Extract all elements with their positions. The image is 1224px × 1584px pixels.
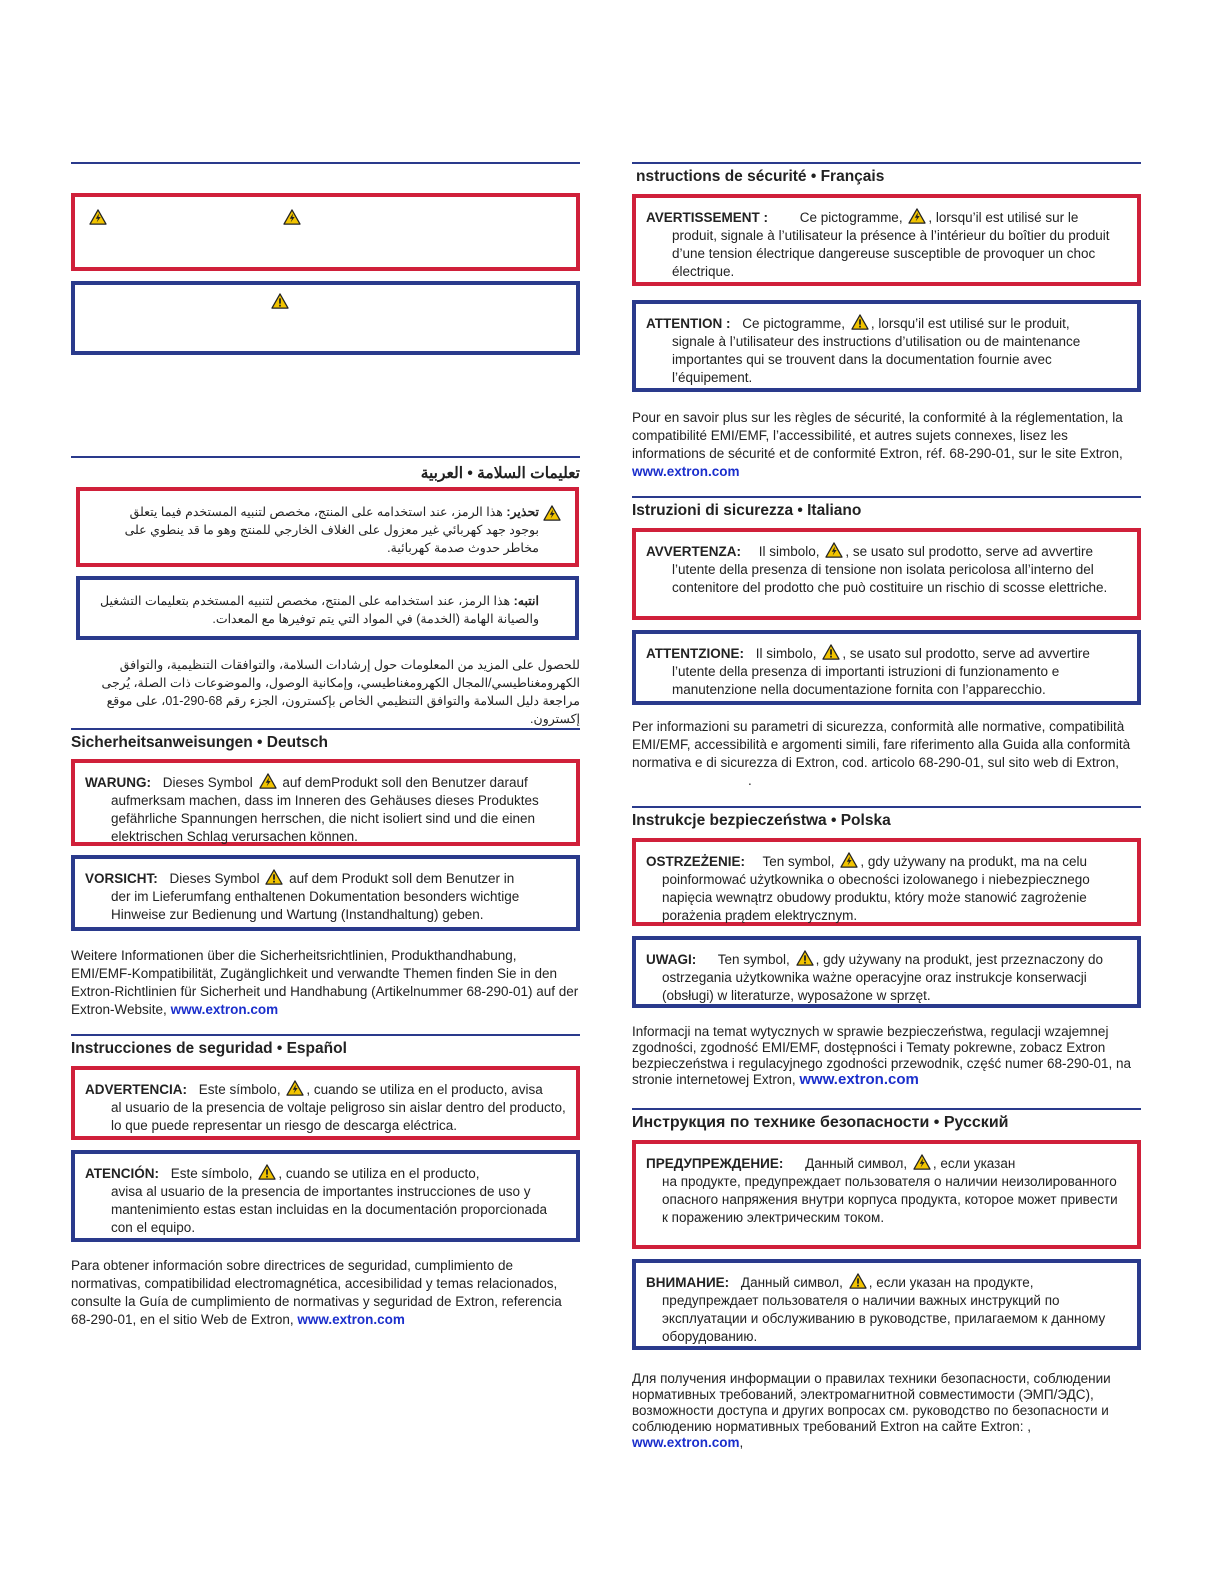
section-rule — [632, 496, 1141, 498]
espanol-caution-rest: avisa al usuario de la presencia de importantes instrucciones de uso y mantenimiento estas estan incluidas en la documentación proporcionada con el equipo. — [111, 1184, 548, 1235]
extron-link[interactable]: www.extron.com — [799, 1071, 919, 1088]
polska-warning-post: , gdy używany na produkt, ma na celu — [860, 854, 1087, 869]
caution-icon — [265, 869, 283, 885]
francais-caution-post: , lorsqu’il est utilisé sur le produit, — [870, 316, 1070, 331]
arabic-paragraph — [71, 656, 580, 728]
deutsch-caution-box — [71, 855, 580, 931]
arabic-caution-box — [76, 576, 579, 640]
francais-caution-rest: signale à l’utilisateur des instructions d’utilisation ou de maintenance importantes qui se trouvent dans la documentation fournie avec l’équipement. — [672, 334, 1081, 385]
russian-warning-pre: Данный символ, — [805, 1156, 908, 1171]
italiano-warning-post: , se usato sul prodotto, serve ad avvertire — [845, 544, 1093, 559]
russian-warning-rest: на продукте, предупреждает пользователя о наличии неизолированного опасного напряжения внутри корпуса продукта, которое может привести к поражению электрическим током. — [662, 1174, 1118, 1225]
section-rule — [632, 162, 1141, 164]
deutsch-paragraph — [71, 947, 580, 1019]
section-rule — [71, 728, 580, 730]
arabic-section — [71, 456, 580, 483]
polska-caution-label: UWAGI: — [646, 952, 697, 967]
bolt-warning-icon — [908, 208, 926, 224]
polska-caution-post: , gdy używany na produkt, jest przeznaczony do — [815, 952, 1103, 967]
polska-warning-label: OSTRZEŻENIE: — [646, 854, 746, 869]
extron-link[interactable]: www.extron.com — [170, 1002, 279, 1017]
section-rule — [632, 1108, 1141, 1110]
russian-caution-label: ВНИМАНИЕ: — [646, 1275, 730, 1290]
deutsch-warning-rest: aufmerksam machen, dass im Inneren des Gehäuses dieses Produktes gefährliche Spannungen herrschen, die nicht isoliert sind und die einen elektrischen Schlag verursachen können. — [111, 793, 539, 844]
italiano-warning-pre: Il simbolo, — [758, 544, 820, 559]
caution-icon — [851, 314, 869, 330]
francais-warning-rest: produit, signale à l’utilisateur la présence à l’intérieur du boîtier du produit d’une tension électrique dangereuse susceptible de provoquer un choc électrique. — [672, 228, 1110, 279]
section-rule — [632, 806, 1141, 808]
espanol-caution-post: , cuando se utiliza en el producto, — [278, 1166, 480, 1181]
english-caution-box — [71, 281, 580, 355]
deutsch-caution-rest: der im Lieferumfang enthaltenen Dokumentation besonders wichtige Hinweise zur Bedienung und Wartung (Instandhaltung) geben. — [111, 889, 520, 922]
deutsch-paragraph-text: Weitere Informationen über die Sicherheitsrichtlinien, Produkthandhabung, EMI/EMF-Kompatibilität, Zugänglichkeit und verwandte Themen finden Sie in den Extron-Richtlinien für Sicherheit und Handhabung (Artikelnummer 68-290-01) auf der Extron-Website, — [71, 948, 579, 1017]
francais-warning-pre: Ce pictogramme, — [799, 210, 903, 225]
espanol-warning-pre: Este símbolo, — [198, 1082, 281, 1097]
russian-warning-post: , если указан — [932, 1156, 1016, 1171]
bolt-warning-icon — [543, 505, 561, 521]
section-rule — [71, 162, 580, 164]
bolt-warning-icon — [283, 209, 301, 225]
arabic-paragraph-text: للحصول على المزيد من المعلومات حول إرشادات السلامة، والتوافقات التنظيمية، والتوافق الكهرومغناطيسي/المجال الكهرومغناطيسي، وإمكانية الوصول، والموضوعات ذات الصلة، يُرجى مراجعة دليل السلامة والتوافق التنظيمي الخاص بإكسترون، الجزء رقم 68-290-01، على موقع إكسترون — [101, 658, 580, 726]
francais-caution-pre: Ce pictogramme, — [742, 316, 846, 331]
polska-paragraph — [632, 1024, 1141, 1088]
extron-link[interactable]: www.extron.com — [297, 1312, 405, 1327]
russian-warning-label: ПРЕДУПРЕЖДЕНИЕ: — [646, 1156, 784, 1171]
deutsch-section — [71, 728, 580, 752]
bolt-warning-icon — [825, 542, 843, 558]
espanol-caution-pre: Este símbolo, — [170, 1166, 253, 1181]
polska-warning-box — [632, 838, 1141, 926]
italiano-caution-label: ATTENTZIONE: — [646, 646, 744, 661]
francais-warning-post: , lorsqu’il est utilisé sur le — [928, 210, 1079, 225]
polska-warning-pre: Ten symbol, — [762, 854, 835, 869]
italiano-caution-rest: l’utente della presenza di importanti istruzioni di funzionamento e manutenzione nella documentazione fornita con l’apparecchio. — [672, 664, 1060, 697]
bolt-warning-icon — [89, 209, 107, 225]
francais-caution-box — [632, 300, 1141, 392]
deutsch-warning-post: auf demProdukt soll den Benutzer darauf — [282, 775, 528, 790]
russian-caution-pre: Данный символ, — [740, 1275, 843, 1290]
deutsch-caution-label: VORSICHT: — [85, 871, 158, 886]
extron-link[interactable]: www.extron.com — [632, 1435, 740, 1450]
francais-paragraph — [632, 409, 1141, 481]
italiano-paragraph — [632, 718, 1141, 790]
polska-section — [632, 806, 1141, 830]
italiano-warning-label: AVVERTENZA: — [646, 544, 742, 559]
deutsch-warning-label: WARUNG: — [85, 775, 151, 790]
polska-caution-box — [632, 936, 1141, 1008]
italiano-caution-pre: Il simbolo, — [755, 646, 817, 661]
arabic-caution-label: انتبه: — [513, 594, 539, 608]
espanol-paragraph-text: Para obtener información sobre directrices de seguridad, cumplimiento de normativas, compatibilidad electromagnética, accesibilidad y temas relacionados, consulte la Guía de cumplimiento de normativas y seguridad de Extron, referencia 68-290-01, en el sitio Web de Extron, — [71, 1258, 562, 1327]
polska-section-title: Instrukcje bezpieczeństwa • Polska — [632, 812, 891, 829]
caution-icon — [271, 293, 289, 309]
italiano-caution-box — [632, 630, 1141, 705]
caution-icon — [849, 1273, 867, 1289]
francais-section-title: nstructions de sécurité • Français — [636, 168, 885, 185]
bolt-warning-icon — [259, 773, 277, 789]
russian-warning-box — [632, 1140, 1141, 1249]
italiano-paragraph-text: Per informazioni su parametri di sicurezza, conformità alle normative, compatibilità EMI/EMF, accessibilità e argomenti simili, fare riferimento alla Guida alla conformità normativa e di sicurezza di Extron, cod. articolo 68-290-01, sul sito web di Extron, — [632, 719, 1131, 770]
espanol-section — [71, 1034, 580, 1058]
russian-caution-post: , если указан на продукте, — [868, 1275, 1034, 1290]
deutsch-warning-box — [71, 759, 580, 846]
francais-caution-label: ATTENTION : — [646, 316, 731, 331]
arabic-warning-text: هذا الرمز، عند استخدامه على المنتج، مخصص لتنبيه المستخدم فيما يتعلق بوجود جهد كهربائي غير معزول على الغلاف الخارجي للمنتج وهو ما قد ينطوي على مخاطر حدوث صدمة كهربائية. — [124, 505, 539, 555]
polska-caution-rest: ostrzegania użytkownika ważne operacyjne oraz instrukcje konserwacji (obsługi) w literaturze, wyposażone w sprzęt. — [662, 970, 1087, 1003]
italiano-paragraph-end: . — [748, 773, 752, 788]
russian-caution-box — [632, 1259, 1141, 1350]
bolt-warning-icon — [286, 1080, 304, 1096]
italiano-warning-box — [632, 528, 1141, 620]
espanol-paragraph — [71, 1257, 566, 1329]
deutsch-caution-post: auf dem Produkt soll dem Benutzer in — [289, 871, 515, 886]
francais-warning-box — [632, 194, 1141, 286]
francais-section — [632, 162, 1141, 186]
russian-caution-rest: предупреждает пользователя о наличии важных инструкций по эксплуатации и обслуживанию в руководстве, прилагаемом к данному оборудованию. — [662, 1293, 1106, 1344]
italiano-section — [632, 496, 1141, 520]
arabic-section-title: تعليمات السلامة • العربية — [420, 465, 580, 482]
espanol-section-title: Instrucciones de seguridad • Español — [71, 1040, 347, 1057]
polska-caution-pre: Ten symbol, — [717, 952, 790, 967]
bolt-warning-icon — [913, 1154, 931, 1170]
section-rule — [71, 456, 580, 458]
section-rule — [71, 1034, 580, 1036]
deutsch-section-title: Sicherheitsanweisungen • Deutsch — [71, 734, 328, 751]
espanol-warning-post: , cuando se utiliza en el producto, avisa — [306, 1082, 543, 1097]
espanol-caution-box — [71, 1150, 580, 1242]
polska-paragraph-text: Informacji na temat wytycznych w sprawie bezpieczeństwa, regulacji wzajemnej zgodności, zgodność EMI/EMF, dostępności i Tematy pokrewne, zobacz Extron bezpieczeństwa i regulacyjnego zgodności przewodnik, część numer 68-290-01, na stronie internetowej Extron, — [632, 1024, 1132, 1087]
extron-link[interactable]: www.extron.com — [632, 464, 740, 479]
bolt-warning-icon — [840, 852, 858, 868]
deutsch-caution-pre: Dieses Symbol — [169, 871, 260, 886]
espanol-caution-label: ATENCIÓN: — [85, 1166, 159, 1181]
english-section — [71, 162, 580, 164]
russian-section — [632, 1108, 1141, 1132]
russian-paragraph-text: Для получения информации о правилах техники безопасности, соблюдении нормативных требований, электромагнитной совместимости (ЭМП/ЭДС), возможности доступа и других вопросах см. руководство по безопасности и соблюдению нормативных требований Extron на сайте Extron: , — [632, 1371, 1111, 1434]
italiano-section-title: Istruzioni di sicurezza • Italiano — [632, 502, 862, 519]
arabic-caution-text: هذا الرمز، عند استخدامه على المنتج، مخصص لتنبيه المستخدم بتعليمات التشغيل والصيانة الهامة (الخدمة) في المواد التي يتم توفيرها مع المعدات. — [100, 594, 539, 626]
francais-warning-label: AVERTISSEMENT : — [646, 210, 769, 225]
deutsch-warning-pre: Dieses Symbol — [162, 775, 253, 790]
espanol-warning-label: ADVERTENCIA: — [85, 1082, 188, 1097]
arabic-warning-label: تحذير: — [506, 505, 539, 519]
espanol-warning-rest: al usuario de la presencia de voltaje peligroso sin aislar dentro del producto, lo que puede representar un riesgo de descarga eléctrica. — [111, 1100, 566, 1133]
caution-icon — [796, 950, 814, 966]
russian-section-title: Инструкция по технике безопасности • Русский — [632, 1114, 1009, 1131]
russian-paragraph — [632, 1371, 1141, 1451]
russian-paragraph-end: , — [739, 1435, 744, 1450]
francais-paragraph-text: Pour en savoir plus sur les règles de sécurité, la conformité à la réglementation, la compatibilité EMI/EMF, l’accessibilité, et autres sujets connexes, lisez les informations de sécurité et de conformité Extron, réf. 68-290-01, sur le site Extron, — [632, 410, 1123, 461]
caution-icon — [822, 644, 840, 660]
english-warning-box — [71, 193, 580, 271]
italiano-caution-post: , se usato sul prodotto, serve ad avvertire — [842, 646, 1090, 661]
polska-warning-rest: poinformować użytkownika o obecności izolowanego i niebezpiecznego napięcia wewnątrz obudowy produktu, który może stanowić zagrożenie porażenia prądem elektrycznym. — [662, 872, 1090, 923]
caution-icon — [258, 1164, 276, 1180]
italiano-warning-rest: l’utente della presenza di tensione non isolata pericolosa all’interno del contenitore del prodotto che può costituire un rischio di scosse elettriche. — [672, 562, 1108, 595]
arabic-warning-box — [76, 487, 579, 567]
espanol-warning-box — [71, 1066, 580, 1140]
arabic-paragraph-end: . — [530, 712, 534, 726]
